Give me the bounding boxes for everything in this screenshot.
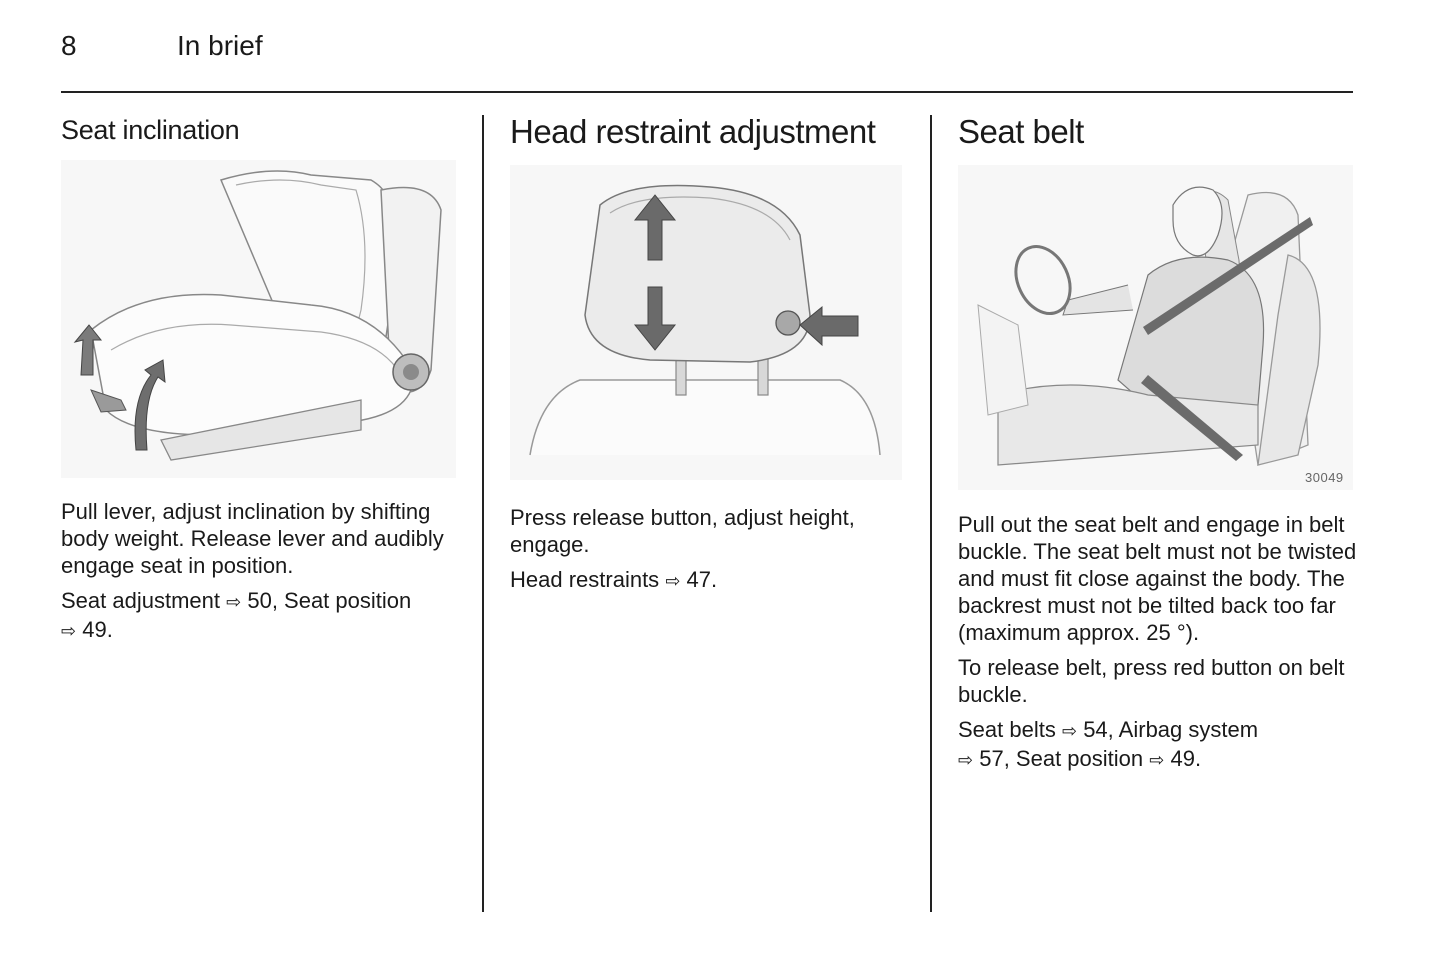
seat-inclination-refs: Seat adjustment ⇨ 50, Seat position ⇨ 49. — [61, 588, 412, 642]
column-seat-belt — [958, 113, 1353, 151]
seat-belt-text — [958, 511, 1358, 782]
seat-belt-instruction: Pull out the seat belt and engage in belt buckle. The seat belt must not be twisted and must fit close against the body. The backrest must not be tilted back too far (maximum approx. 25 °). — [958, 512, 1357, 645]
seat-belt-refs: Seat belts ⇨ 54, Airbag system ⇨ 57, Seat position ⇨ 49. — [958, 717, 1259, 771]
header-rule — [61, 91, 1353, 93]
head-restraint-refs: Head restraints ⇨ 47. — [510, 567, 718, 592]
ref-seat-position[interactable]: , Seat position — [1003, 746, 1144, 771]
ref-arrow-icon: ⇨ — [61, 621, 77, 642]
page-number: 8 — [61, 30, 77, 61]
ref-seat-position[interactable]: , Seat position — [271, 588, 412, 613]
column-divider-2 — [930, 115, 932, 912]
seat-inclination-text — [61, 498, 461, 653]
section-title: In brief — [177, 30, 263, 61]
column-seat-inclination — [61, 115, 461, 146]
heading-head-restraint: Head restraint adjustment — [510, 113, 876, 150]
ref-page-57[interactable]: 57 — [979, 746, 1004, 771]
ref-arrow-icon: ⇨ — [1149, 750, 1165, 771]
ref-page-50[interactable]: 50 — [247, 588, 272, 613]
ref-airbag-system[interactable]: , Airbag system — [1107, 717, 1259, 742]
seat-inclination-instruction: Pull lever, adjust inclination by shifting body weight. Release lever and audibly engage seat in position. — [61, 499, 444, 578]
heading-seat-inclination: Seat inclination — [61, 115, 240, 145]
figure-code: 30049 — [1305, 470, 1344, 485]
seat-belt-release: To release belt, press red button on belt buckle. — [958, 655, 1345, 707]
ref-seat-adjustment[interactable]: Seat adjustment — [61, 588, 220, 613]
ref-page-49[interactable]: 49 — [1170, 746, 1195, 771]
ref-head-restraints[interactable]: Head restraints — [510, 567, 660, 592]
ref-arrow-icon: ⇨ — [665, 571, 681, 592]
seat-belt-illustration — [958, 165, 1353, 490]
ref-arrow-icon: ⇨ — [1061, 721, 1078, 742]
ref-seat-belts[interactable]: Seat belts — [958, 717, 1056, 742]
ref-page-47[interactable]: 47 — [686, 567, 712, 592]
ref-arrow-icon: ⇨ — [958, 750, 974, 771]
seat-inclination-illustration — [61, 160, 456, 478]
ref-arrow-icon: ⇨ — [226, 592, 242, 613]
heading-seat-belt: Seat belt — [958, 113, 1084, 150]
head-restraint-illustration — [510, 165, 902, 480]
ref-page-54[interactable]: 54 — [1083, 717, 1108, 742]
head-restraint-text — [510, 504, 915, 603]
column-head-restraint — [510, 113, 920, 151]
head-restraint-instruction: Press release button, adjust height, engage. — [510, 505, 855, 557]
column-divider-1 — [482, 115, 484, 912]
ref-page-49[interactable]: 49 — [82, 617, 107, 642]
